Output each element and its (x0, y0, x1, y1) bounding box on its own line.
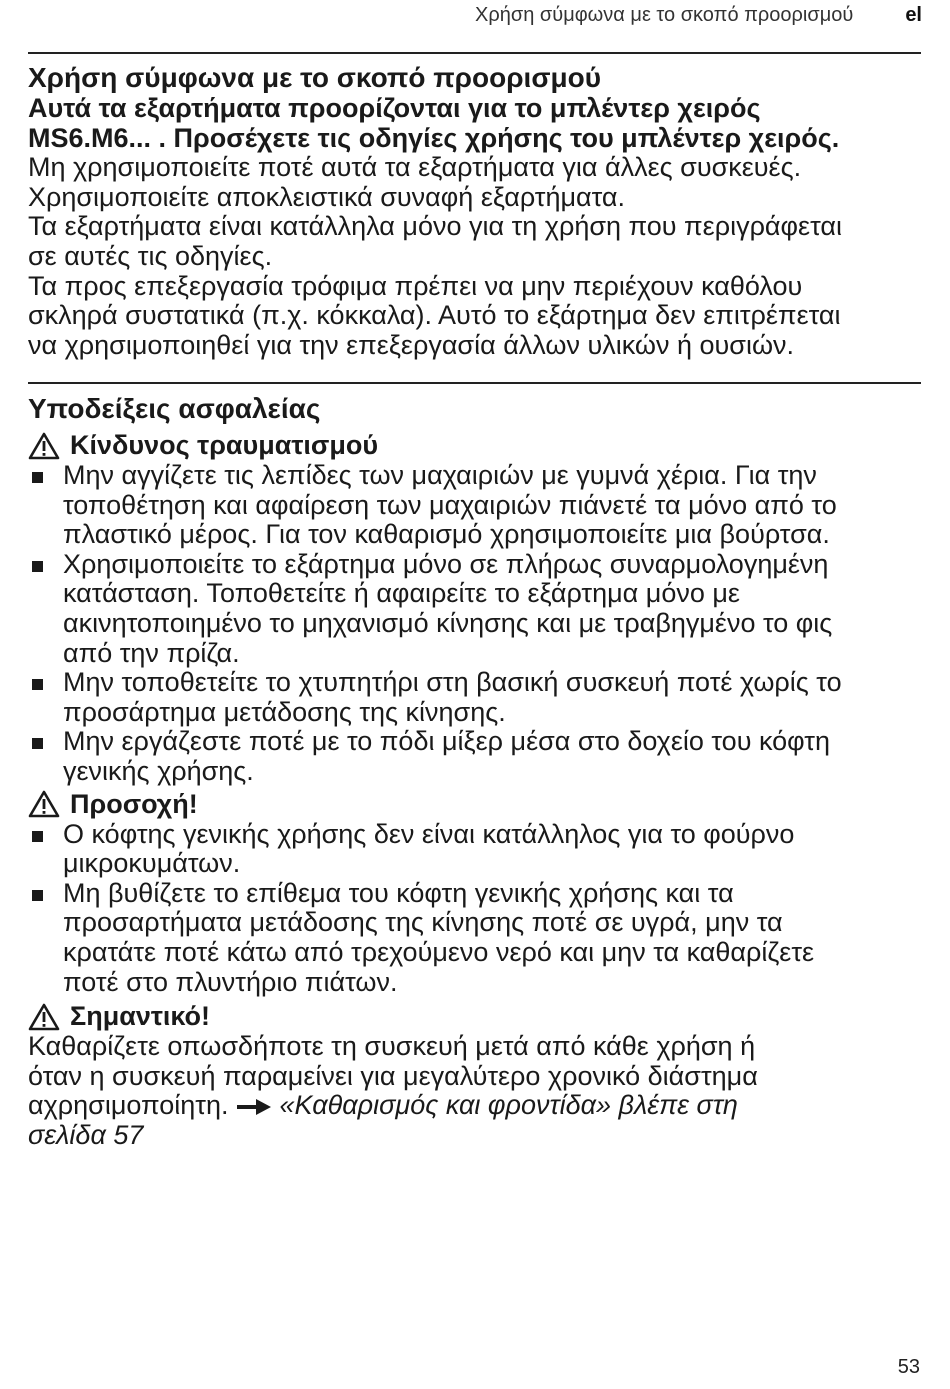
bullet-square-icon (32, 738, 43, 749)
list-item (28, 879, 923, 997)
list-line: Μην τοποθετείτε το χτυπητήρι στη βασική συσκευή ποτέ χωρίς το (63, 667, 842, 698)
list-line: ακινητοποιημένο το μηχανισμό κίνησης και με τραβηγμένο το φις (63, 607, 833, 638)
list-line: Χρησιμοποιείτε το εξάρτημα μόνο σε πλήρως συναρμολογημένη (63, 548, 829, 579)
list-line: κρατάτε ποτέ κάτω από τρεχούμενο νερό και μην τα καθαρίζετε (63, 936, 815, 967)
top-divider (28, 52, 921, 54)
list-line: ποτέ στο πλυντήριο πιάτων. (63, 966, 398, 997)
cross-reference-page[interactable]: σελίδα 57 (28, 1119, 144, 1150)
important-line: Καθαρίζετε οπωσδήποτε τη συσκευή μετά από κάθε χρήση ή (28, 1031, 756, 1062)
list-line: Μη βυθίζετε το επίθεμα του κόφτη γενικής χρήσης και τα (63, 877, 734, 908)
running-title: Χρήση σύμφωνα με το σκοπό προορισμού (475, 4, 854, 26)
arrow-right-icon (236, 1097, 272, 1117)
intended-use-line: σκληρά συστατικά (π.χ. κόκκαλα). Αυτό το εξάρτημα δεν επιτρέπεται (28, 300, 841, 331)
intended-use-line: Χρησιμοποιείτε αποκλειστικά συναφή εξαρτήματα. (28, 181, 626, 212)
list-item (28, 727, 923, 786)
injury-heading-text: Κίνδυνος τραυματισμού (70, 430, 379, 460)
important-heading-text: Σημαντικό! (70, 1001, 211, 1032)
injury-warning-heading (28, 430, 923, 461)
bullet-square-icon (32, 561, 43, 572)
important-line: όταν η συσκευή παραμείνει για μεγαλύτερο χρονικό διάστημα (28, 1060, 758, 1091)
language-code: el (905, 4, 922, 26)
warning-triangle-icon (28, 1003, 60, 1031)
list-line: μικροκυμάτων. (63, 848, 241, 879)
bullet-square-icon (32, 831, 43, 842)
cross-reference-link[interactable]: «Καθαρισμός και φροντίδα» βλέπε στη (279, 1090, 738, 1121)
list-line: γενικής χρήσης. (63, 755, 254, 786)
caution-heading-text: Προσοχή! (70, 788, 198, 819)
important-warning-heading (28, 1001, 923, 1032)
list-line: κατάσταση. Τοποθετείτε ή αφαιρείτε το εξάρτημα μόνο με (63, 578, 740, 609)
list-line: από την πρίζα. (63, 637, 240, 668)
intended-use-line: να χρησιμοποιηθεί για την επεξεργασία άλλων υλικών ή ουσιών. (28, 329, 795, 360)
intended-use-bold-line: MS6.M6... . Προσέχετε τις οδηγίες χρήσης του μπλέντερ χειρός. (28, 122, 840, 153)
warning-triangle-icon (28, 790, 60, 818)
bullet-square-icon (32, 890, 43, 901)
list-line: Μην εργάζεστε ποτέ με το πόδι μίξερ μέσα στο δοχείο του κόφτη (63, 726, 830, 757)
caution-list (28, 820, 923, 998)
list-line: προσαρτήματα μετάδοσης της κίνησης ποτέ σε υγρά, μην τα (63, 907, 783, 938)
important-line (28, 1091, 923, 1121)
caution-warning-heading (28, 789, 923, 820)
list-line: προσάρτημα μετάδοσης της κίνησης. (63, 696, 506, 727)
list-line: πλαστικό μέρος. Για τον καθαρισμό χρησιμοποιείτε μια βούρτσα. (63, 519, 830, 550)
safety-section (28, 392, 923, 1150)
intended-use-bold-line: Αυτά τα εξαρτήματα προορίζονται για το μπλέντερ χειρός (28, 93, 761, 123)
list-item (28, 461, 923, 550)
intended-use-line: σε αυτές τις οδηγίες. (28, 240, 273, 271)
bullet-square-icon (32, 472, 43, 483)
bullet-square-icon (32, 679, 43, 690)
running-header (475, 4, 922, 27)
list-item (28, 668, 923, 727)
list-line: τοποθέτηση και αφαίρεση των μαχαιριών πιάνετέ τα μόνο από το (63, 489, 837, 520)
intended-use-title: Χρήση σύμφωνα με το σκοπό προορισμού (28, 62, 602, 93)
list-item (28, 550, 923, 668)
intended-use-line: Μη χρησιμοποιείτε ποτέ αυτά τα εξαρτήματα για άλλες συσκευές. (28, 152, 802, 183)
list-line: Μην αγγίζετε τις λεπίδες των μαχαιριών με γυμνά χέρια. Για την (63, 460, 817, 490)
intended-use-section (28, 61, 923, 360)
warning-triangle-icon (28, 432, 60, 460)
injury-list (28, 461, 923, 787)
important-text: αχρησιμοποίητη. (28, 1090, 229, 1121)
section-divider (28, 382, 921, 384)
intended-use-line: Τα εξαρτήματα είναι κατάλληλα μόνο για τη χρήση που περιγράφεται (28, 211, 842, 242)
list-item (28, 820, 923, 879)
safety-title: Υποδείξεις ασφαλείας (28, 393, 321, 424)
page-number: 53 (897, 1356, 920, 1378)
intended-use-line: Τα προς επεξεργασία τρόφιμα πρέπει να μην περιέχουν καθόλου (28, 270, 803, 301)
list-line: Ο κόφτης γενικής χρήσης δεν είναι κατάλληλος για το φούρνο (63, 818, 795, 849)
